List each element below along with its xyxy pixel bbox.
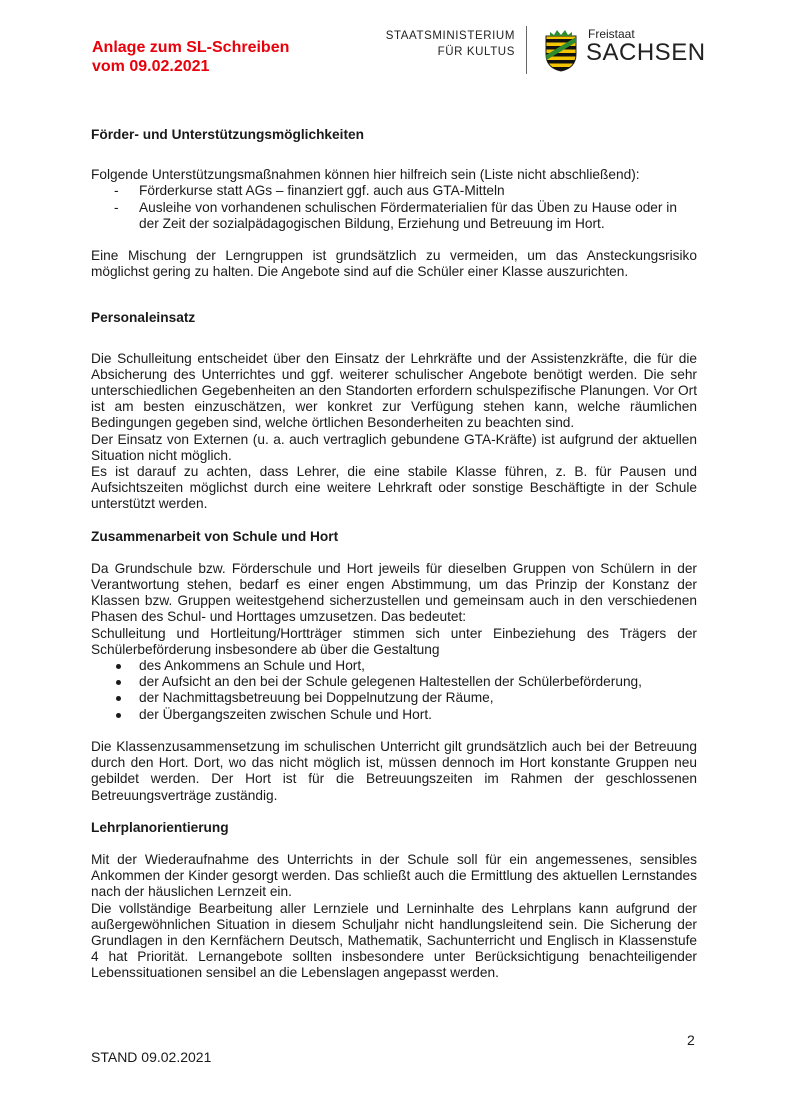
section-heading-personal: Personaleinsatz: [91, 310, 196, 326]
paragraph: Die Schulleitung entscheidet über den Einsatz der Lehrkräfte und der Assistenzkräfte, die für die Absicherung des Unterrichtes und ggf. weiterer schulischer Angebote benötigt werden. Die sehr unterschiedlichen Gegebenheiten an den Standorten erfordern schulspezifische Planungen. Vor Ort ist am besten einzuschätzen, wer konkret zur Verfügung stehen kann, welche räumlichen Bedingungen gegeben sind, welche örtlichen Besonderheiten zu beachten sind.: [91, 350, 697, 431]
state-label-large: SACHSEN: [586, 39, 706, 66]
list-item: des Ankommens an Schule und Hort,: [91, 658, 697, 674]
dash-list: [91, 183, 697, 232]
paragraph: Die Klassenzusammensetzung im schulischen Unterricht gilt grundsätzlich auch bei der Betreuung durch den Hort. Dort, wo das nicht möglich ist, müssen dennoch im Hort konstante Gruppen neu gebildet werden. Der Hort ist für die Betreuungszeiten im Rahmen der geschlossenen Betreuungsverträge zuständig.: [91, 738, 697, 803]
paragraph: Schulleitung und Hortleitung/Hortträger stimmen sich unter Einbeziehung des Trägers der Schülerbeförderung insbesondere ab über die Gestaltung: [91, 625, 697, 657]
page-number: 2: [687, 1032, 695, 1048]
list-item: - Ausleihe von vorhandenen schulischen Fördermaterialien für das Üben zu Hause oder in der Zeit der sozialpädagogischen Bildung, Erziehung und Betreuung im Hort.: [91, 200, 697, 232]
annex-line-2: vom 09.02.2021: [92, 58, 210, 75]
logo-divider: [526, 26, 527, 74]
section-heading-foerder: Förder- und Unterstützungsmöglichkeiten: [91, 127, 364, 142]
list-item: - Förderkurse statt AGs – finanziert ggf. auch aus GTA-Mitteln: [91, 183, 697, 199]
paragraph: Der Einsatz von Externen (u. a. auch vertraglich gebundene GTA-Kräfte) ist aufgrund der aktuellen Situation nicht möglich.: [91, 431, 697, 463]
bullet-list: [91, 658, 697, 723]
state-label-small: Freistaat: [588, 27, 635, 41]
ministry-line-1: STAATSMINISTERIUM: [385, 30, 515, 42]
paragraph: Da Grundschule bzw. Förderschule und Hort jeweils für dieselben Gruppen von Schülern in der Verantwortung stehen, bedarf es einer engen Abstimmung, um das Prinzip der Konstanz der Klassen bzw. Gruppen weitestgehend sicherzustellen und gemeinsam auch in den verschiedenen Phasen des Schul- und Horttages umzusetzen. Das bedeutet:: [91, 560, 697, 625]
ministry-line-2: FÜR KULTUS: [437, 46, 515, 58]
document-status-date: STAND 09.02.2021: [91, 1049, 212, 1065]
list-item: der Übergangszeiten zwischen Schule und Hort.: [91, 707, 697, 723]
paragraph: Die vollständige Bearbeitung aller Lernziele und Lerninhalte des Lehrplans kann aufgrund der außergewöhnlichen Situation in diesem Schuljahr nicht handlungsleitend sein. Die Sicherung der Grundlagen in den Kernfächern Deutsch, Mathematik, Sachunterricht und Englisch in Klassenstufe 4 hat Priorität. Lernangebote sollten insbesondere unter Berücksichtigung benachteiligender Lebenssituationen sensibel an die Lebenslagen angepasst werden.: [91, 900, 697, 981]
paragraph: Eine Mischung der Lerngruppen ist grundsätzlich zu vermeiden, um das Ansteckungsrisiko möglichst gering zu halten. Die Angebote sind auf die Schüler einer Klasse auszurichten.: [91, 248, 697, 280]
annex-line-1: Anlage zum SL-Schreiben: [92, 39, 290, 56]
list-item: der Aufsicht an den bei der Schule gelegenen Haltestellen der Schülerbeförderung,: [91, 674, 697, 690]
coat-of-arms-icon: [543, 28, 579, 72]
paragraph: Folgende Unterstützungsmaßnahmen können hier hilfreich sein (Liste nicht abschließend):: [91, 167, 640, 183]
section-heading-lehrplan: Lehrplanorientierung: [91, 819, 229, 835]
annex-note: [92, 38, 289, 76]
list-item: der Nachmittagsbetreuung bei Doppelnutzung der Räume,: [91, 690, 697, 706]
section-heading-hort: Zusammenarbeit von Schule und Hort: [91, 528, 339, 544]
paragraph: Es ist darauf zu achten, dass Lehrer, die eine stabile Klasse führen, z. B. für Pausen und Aufsichtszeiten möglichst durch eine weitere Lehrkraft oder sonstige Beschäftigte in der Schule unterstützt werden.: [91, 464, 697, 512]
document-body: [91, 127, 697, 982]
ministry-name: [385, 28, 515, 60]
paragraph: Mit der Wiederaufnahme des Unterrichts in der Schule soll für ein angemessenes, sensibles Ankommen der Kinder gesorgt werden. Das schließt auch die Ermittlung des aktuellen Lernstandes nach der häuslichen Lernzeit ein.: [91, 851, 697, 900]
